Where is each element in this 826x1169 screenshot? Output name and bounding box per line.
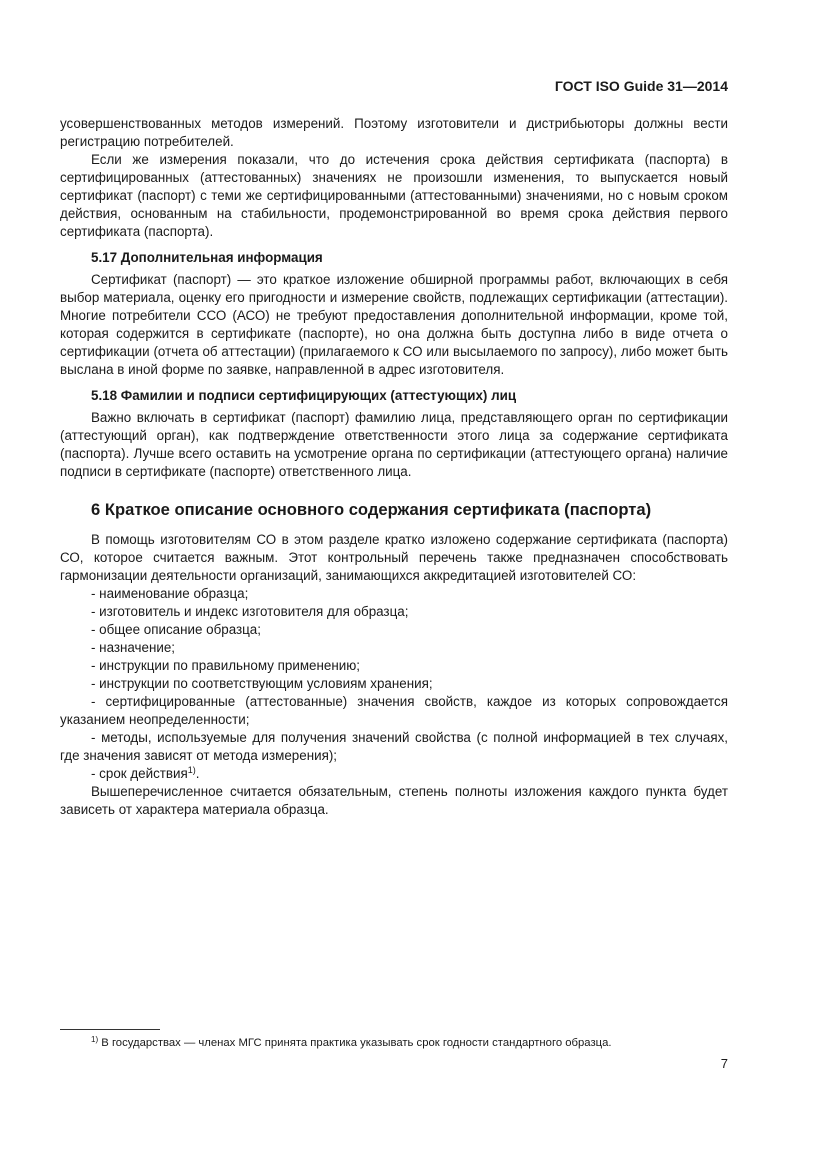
list-item: - наименование образца;	[91, 586, 249, 601]
page-number: 7	[720, 1056, 728, 1071]
footnote-reference[interactable]: 1)	[187, 765, 196, 775]
paragraph: Вышеперечисленное считается обязательным, степень полноты изложения каждого пункта будет зависеть от характера материала образца.	[60, 784, 728, 817]
document-header: ГОСТ ISO Guide 31—2014	[554, 78, 728, 94]
list-item-validity	[60, 765, 728, 783]
list-item: - назначение;	[91, 640, 176, 655]
list-item-end: .	[195, 766, 200, 781]
list-item-text: - срок действия	[91, 766, 188, 781]
paragraph: Важно включать в сертификат (паспорт) фамилию лица, представляющего орган по сертификации (аттестующий орган), как подтверждение ответственности этого лица за содержание сертификата (паспорта). Лучше всего оставить на усмотрение органа по сертификации (аттестующего органа) наличие подписи в сертификате (паспорте) ответственного лица.	[60, 410, 728, 479]
list-item: - инструкции по соответствующим условиям хранения;	[91, 676, 433, 691]
section-heading-6: 6 Краткое описание основного содержания сертификата (паспорта)	[91, 500, 652, 519]
paragraph: Если же измерения показали, что до истечения срока действия сертификата (паспорта) в сертифицированных (аттестованных) значениях не произошли изменения, то выпускается новый сертификат (паспорт) с теми же сертифицированными (аттестованными) значениями, но с новым сроком действия, основанным на стабильности, продемонстрированной во время срока действия первого сертификата (паспорта).	[60, 152, 728, 239]
paragraph: Сертификат (паспорт) — это краткое изложение обширной программы работ, включающих в себя выбор материала, оценку его пригодности и измерение свойств, подлежащих сертификации (аттестации). Многие потребители ССО (АСО) не требуют предоставления дополнительной информации, кроме той, которая содержится в сертификате (паспорте), но она должна быть доступна либо в виде отчета о сертификации (отчета об аттестации) (прилагаемого к СО или высылаемого по запросу), либо может быть выслана в иной форме по заявке, направленной в адрес изготовителя.	[60, 272, 728, 377]
paragraph: В помощь изготовителям СО в этом разделе кратко изложено содержание сертификата (паспорта) СО, которое считается важным. Этот контрольный перечень также предназначен способствовать гармонизации деятельности организаций, занимающихся аккредитацией изготовителей СО:	[60, 532, 728, 583]
list-item: - общее описание образца;	[91, 622, 261, 637]
section-heading-5-18: 5.18 Фамилии и подписи сертифицирующих (аттестующих) лиц	[91, 388, 517, 403]
list-item: - методы, используемые для получения значений свойства (с полной информацией в тех случаях, где значения зависят от метода измерения);	[60, 730, 728, 763]
list-item: - инструкции по правильному применению;	[91, 658, 360, 673]
footnote-text: В государствах — членах МГС принята практика указывать срок годности стандартного образца.	[101, 1037, 612, 1049]
footnote-mark: 1)	[91, 1035, 99, 1044]
page-body	[60, 115, 728, 819]
section-heading-5-17: 5.17 Дополнительная информация	[91, 250, 323, 265]
list-item: - сертифицированные (аттестованные) значения свойств, каждое из которых сопровождается указанием неопределенности;	[60, 694, 728, 727]
paragraph: усовершенствованных методов измерений. Поэтому изготовители и дистрибьюторы должны вести регистрацию потребителей.	[60, 116, 728, 149]
list-item: - изготовитель и индекс изготовителя для образца;	[91, 604, 409, 619]
footnote	[91, 1036, 612, 1051]
footnote-separator	[60, 1029, 160, 1030]
